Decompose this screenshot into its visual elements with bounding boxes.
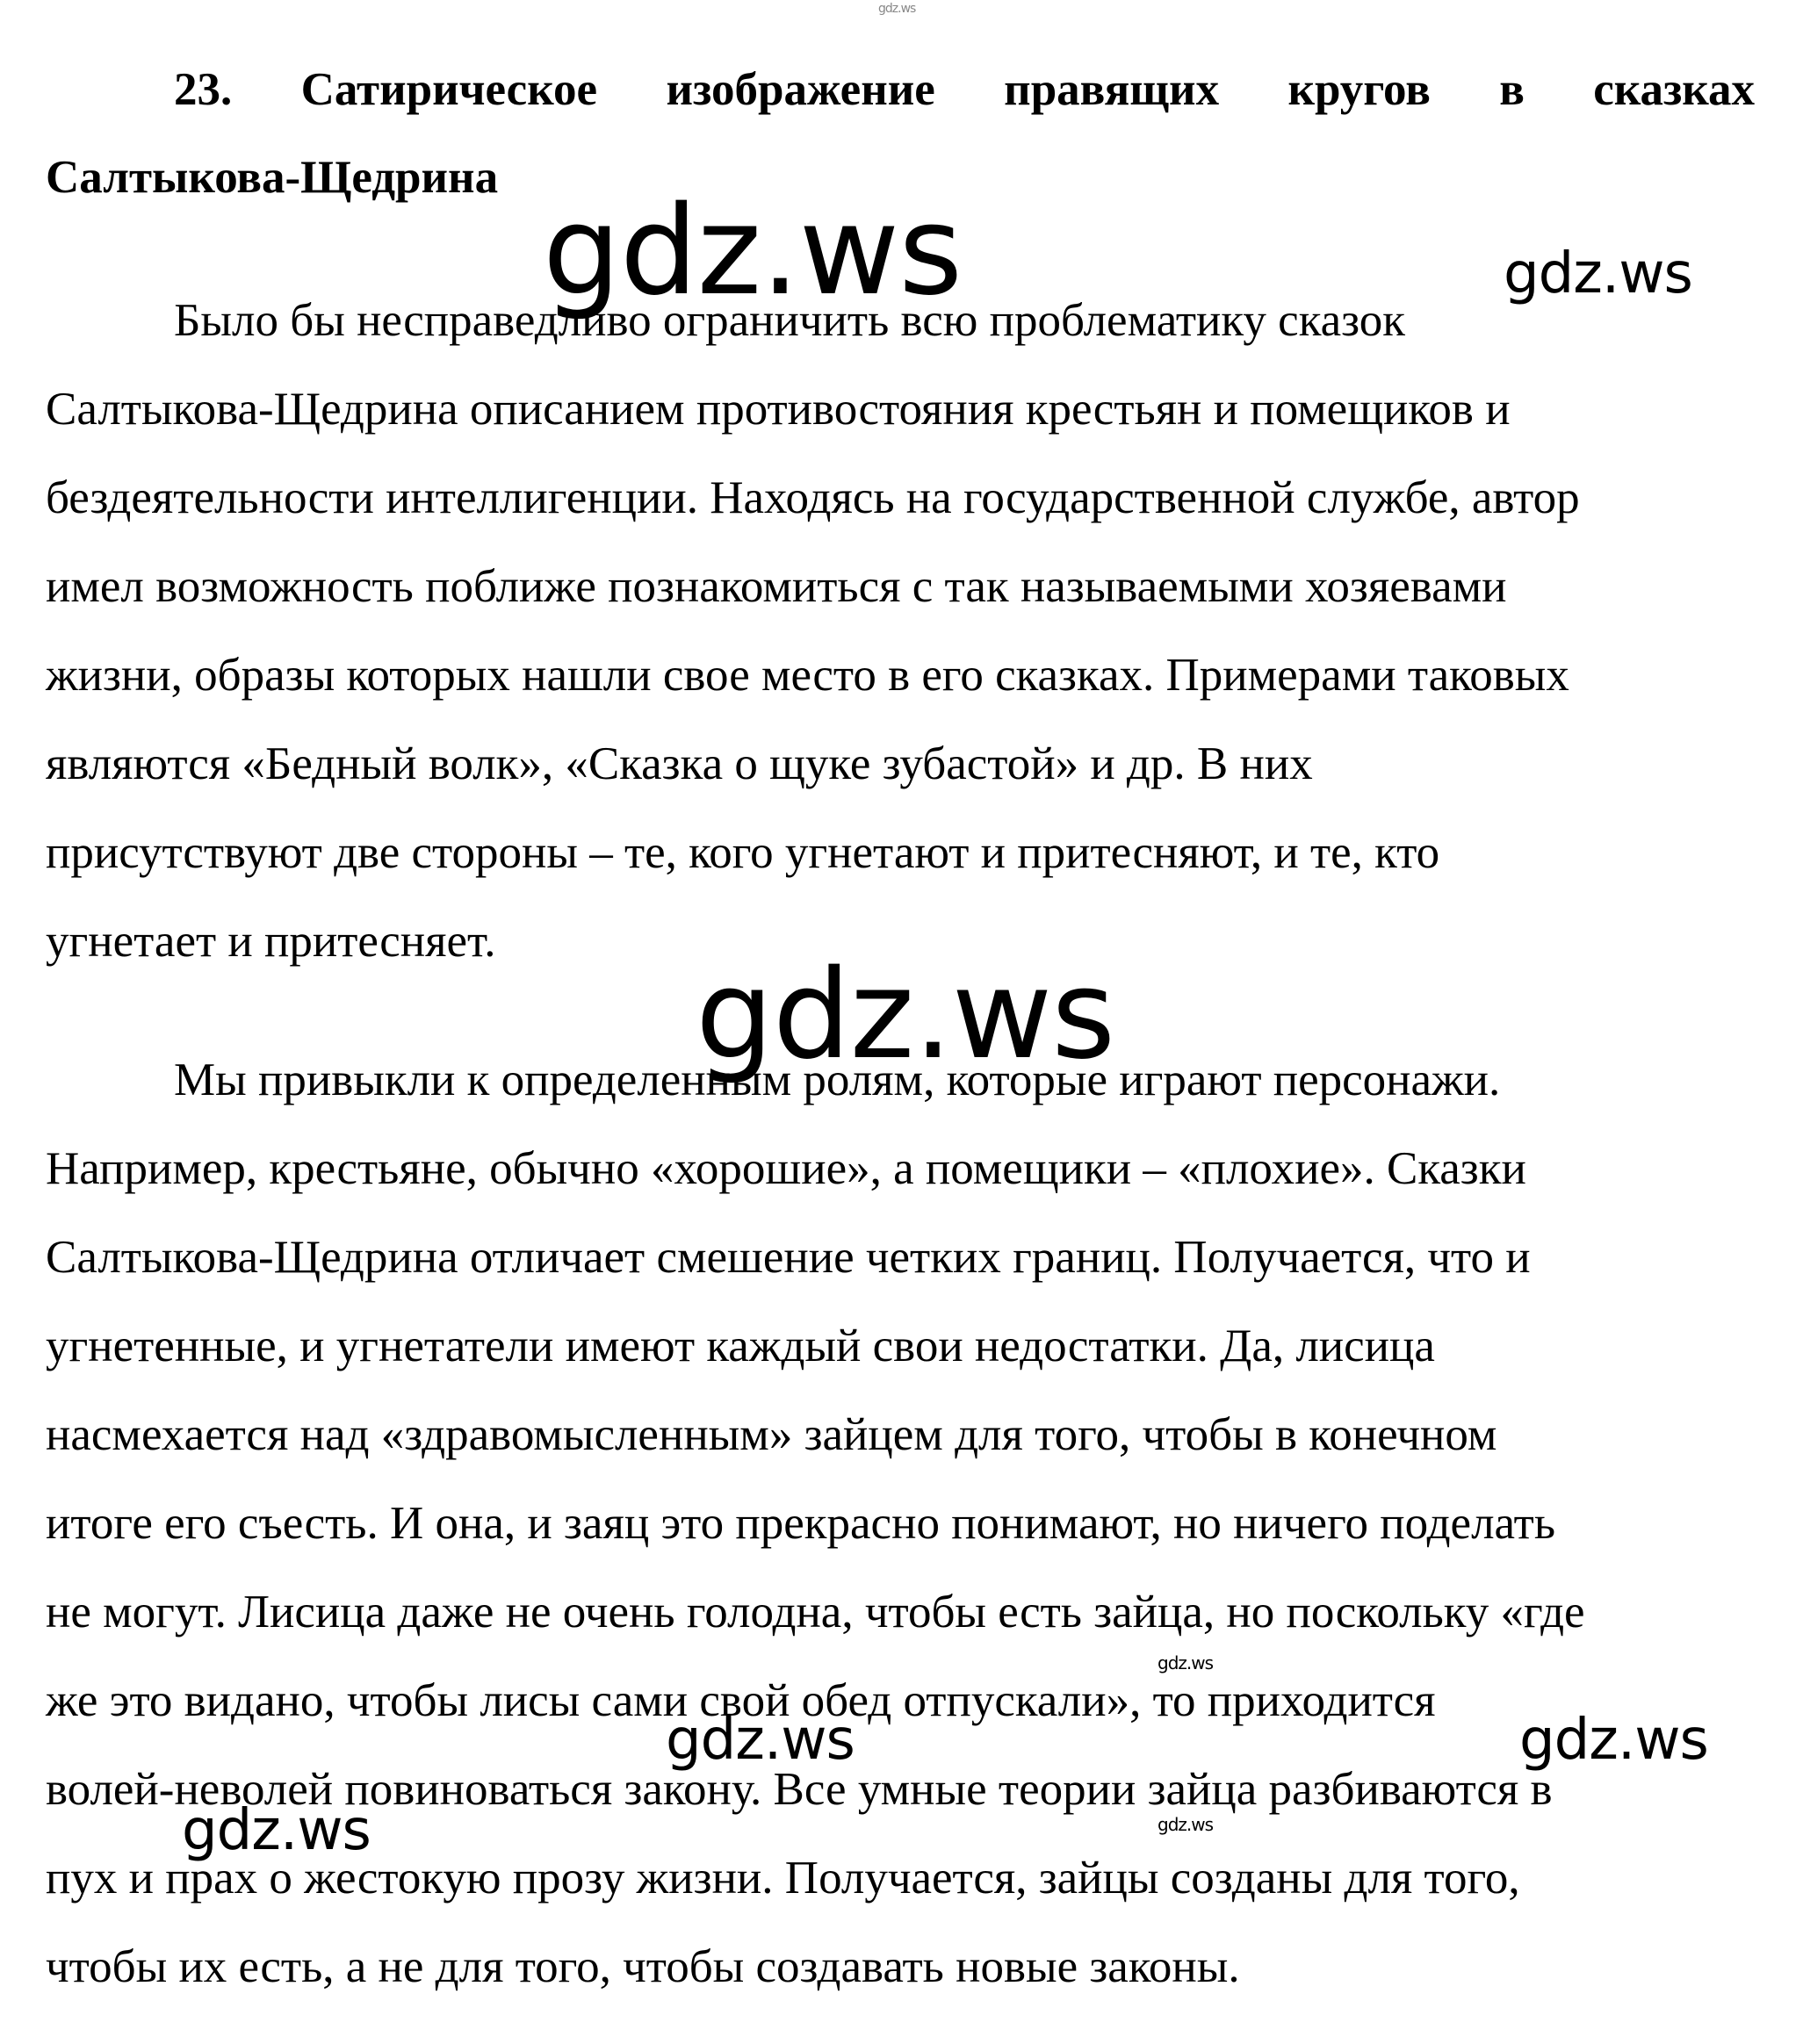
heading-word: сказках [1593, 64, 1755, 115]
heading-word: Сатирическое [300, 64, 598, 115]
paragraph-1-line: Салтыкова-Щедрина описанием противостояния крестьян и помещиков и [46, 384, 1511, 435]
watermark: gdz.ws [666, 1708, 855, 1773]
paragraph-2-line: насмехается над «здравомысленным» зайцем для того, чтобы в конечном [46, 1409, 1497, 1460]
heading-word: 23. [174, 64, 233, 115]
paragraph-2-line: Например, крестьяне, обычно «хорошие», а помещики – «плохие». Сказки [46, 1143, 1526, 1194]
paragraph-1-line: Было бы несправедливо ограничить всю проблематику сказок [174, 295, 1406, 346]
watermark: gdz.ws [1158, 1814, 1214, 1835]
paragraph-2-line: Мы привыкли к определенным ролям, которые играют персонажи. [174, 1054, 1501, 1105]
heading-line-2: Салтыкова-Щедрина [46, 152, 499, 203]
paragraph-1-line: присутствуют две стороны – те, кого угнетают и притесняют, и те, кто [46, 827, 1440, 878]
watermark: gdz.ws [1504, 241, 1692, 306]
heading-word: правящих [1004, 64, 1220, 115]
watermark: gdz.ws [182, 1798, 371, 1863]
paragraph-2-line: итоге его съесть. И она, и заяц это прекрасно понимают, но ничего поделать [46, 1498, 1556, 1549]
heading-word: изображение [666, 64, 935, 115]
paragraph-1-line: имел возможность поближе познакомиться с так называемыми хозяевами [46, 561, 1507, 612]
paragraph-2-line: пух и прах о жестокую прозу жизни. Получается, зайцы созданы для того, [46, 1853, 1520, 1904]
paragraph-2-line: чтобы их есть, а не для того, чтобы создавать новые законы. [46, 1941, 1240, 1992]
watermark: gdz.ws [1158, 1652, 1214, 1673]
watermark: gdz.ws [696, 944, 1115, 1087]
paragraph-2-line: волей-неволей повиноваться закону. Все умные теории зайца разбиваются в [46, 1764, 1553, 1815]
watermark: gdz.ws [1519, 1708, 1708, 1773]
paragraph-2-line: же это видано, чтобы лисы сами свой обед отпускали», то приходится [46, 1675, 1436, 1726]
heading-line-1 [174, 63, 1755, 116]
paragraph-1-line: являются «Бедный волк», «Сказка о щуке зубастой» и др. В них [46, 738, 1313, 789]
paragraph-1-line: жизни, образы которых нашли свое место в его сказках. Примерами таковых [46, 650, 1569, 701]
paragraph-2-line: угнетенные, и угнетатели имеют каждый свои недостатки. Да, лисица [46, 1321, 1435, 1371]
paragraph-2-line: Салтыкова-Щедрина отличает смешение четких границ. Получается, что и [46, 1232, 1531, 1283]
paragraph-2-line: не могут. Лисица даже не очень голодна, чтобы есть зайца, но поскольку «где [46, 1587, 1585, 1637]
heading-word: кругов [1287, 64, 1431, 115]
watermark: gdz.ws [878, 2, 916, 16]
paragraph-1-line: угнетает и притесняет. [46, 916, 496, 967]
paragraph-1-line: бездеятельности интеллигенции. Находясь на государственной службе, автор [46, 472, 1580, 523]
watermark: gdz.ws [543, 180, 963, 323]
heading-word: в [1499, 64, 1525, 115]
